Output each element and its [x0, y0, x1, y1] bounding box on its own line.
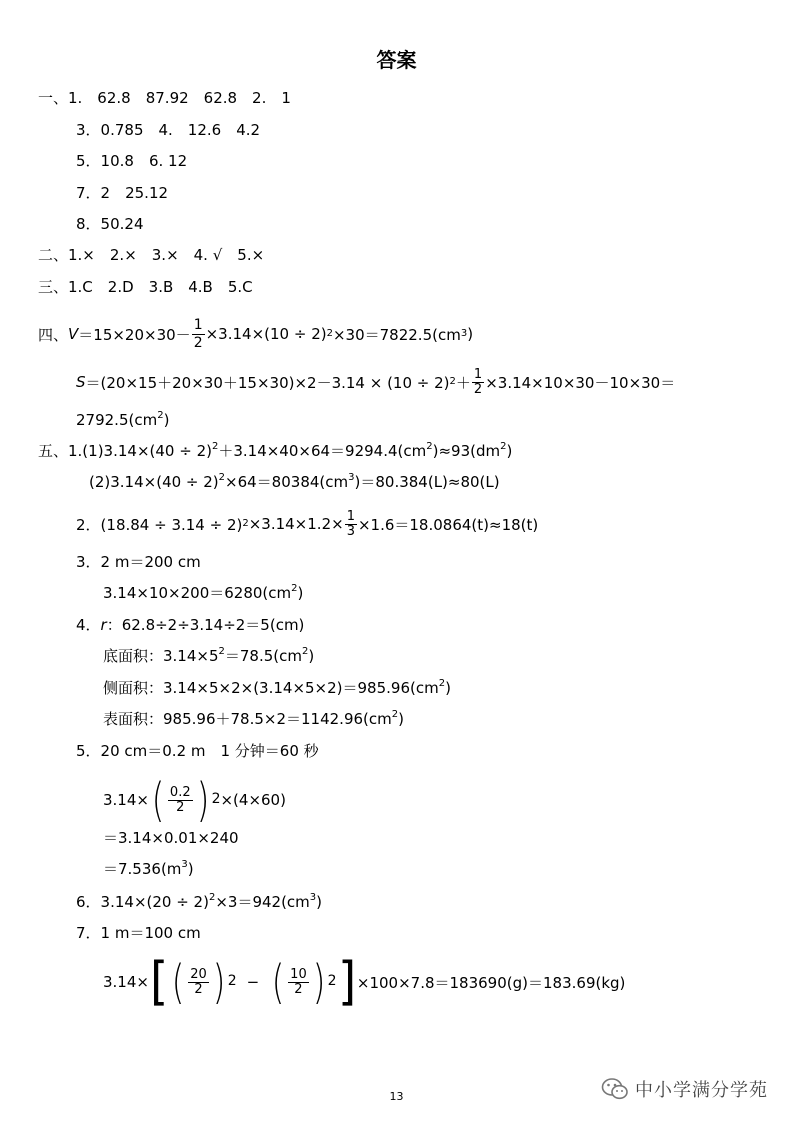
q5-close-paren: ): [196, 773, 209, 827]
q5-fraction: [168, 786, 193, 815]
q1a-exp: 2: [211, 441, 219, 452]
sec5-q4-line4: [103, 709, 404, 729]
q2-frac-den: 3: [346, 523, 355, 539]
q3-exp: 2: [291, 583, 298, 594]
q1a-d: ): [506, 442, 513, 460]
sec1-line4: 7．2 25.12: [76, 184, 169, 202]
q7-frac1-num: 20: [190, 966, 207, 982]
q7-close-bracket: ]: [337, 952, 356, 1012]
q7-l2a: 3.14×: [103, 973, 149, 991]
q7-fraction2: [288, 968, 309, 997]
q4-l2exp2: 2: [302, 646, 309, 657]
surface-result-a: 2792.5(cm: [76, 411, 158, 429]
volume-c: ×30＝7822.5(cm: [332, 325, 461, 344]
sec3-line: 三、1.C 2.D 3.B 4.B 5.C: [38, 278, 253, 296]
sec4-surface-line: S ＝(20×15＋20×30＋15×30)×2－3.14 × (10 ÷ 2) 2 ＋ $\frac{1}{2}$ ×3.14×10×30－10×30＝: [76, 366, 676, 397]
sec1-line2: 3．0.785 4. 12.6 4.2: [76, 121, 261, 139]
volume-b: ×3.14×(10 ÷ 2): [205, 325, 327, 343]
q6-a: 6．3.14×(20 ÷ 2): [76, 893, 209, 911]
q7-open-paren1: (: [171, 955, 185, 1009]
volume-frac-num: 1: [193, 316, 203, 333]
volume-a: ＝15×20×30－: [78, 325, 191, 344]
volume-var: V: [68, 325, 79, 343]
sec5-q3-line2: [103, 583, 303, 603]
sec5-q1b: [89, 472, 500, 492]
sec5-q3-line1: 3．2 m＝200 cm: [76, 553, 201, 571]
q6-b: ×3＝942(cm: [215, 893, 310, 911]
q5-l2b: ×(4×60): [220, 791, 286, 809]
q7-l2b: ×100×7.8＝183690(g)＝183.69(kg): [356, 973, 626, 992]
q7-open-bracket: [: [149, 952, 169, 1012]
volume-d: ): [467, 325, 474, 343]
q1b-a: (2)3.14×(40 ÷ 2): [89, 473, 219, 491]
volume-fraction: [192, 317, 205, 352]
page-number: 13: [389, 1090, 404, 1103]
sec5-q4-line3: [103, 678, 451, 698]
sec5-q5-line2: [103, 770, 286, 830]
sec1-line5: 8．50.24: [76, 215, 144, 233]
sec5-q5-line4: [103, 859, 194, 879]
sec4-volume-line: 四、 V ＝15×20×30－ $\frac{1}{2}$ ×3.14×(10 ÷ 2) 2 ×30＝7822.5(cm 3 ): [38, 316, 474, 351]
sec5-q7-line2: [103, 952, 625, 1012]
surface-c: ×3.14×10×30－10×30＝: [485, 373, 676, 392]
q5-frac-den: 2: [176, 799, 185, 815]
sec4-surface-result: [76, 410, 169, 430]
q5-open-paren: (: [151, 773, 165, 827]
sec5-q1a: [38, 441, 512, 461]
q6-c: ): [316, 893, 323, 911]
q5-exp: 2: [211, 791, 221, 807]
page-title: 答案: [376, 48, 417, 72]
surface-fraction: [472, 368, 484, 397]
q4-l3b: ): [445, 679, 451, 697]
q1a-exp2: 2: [426, 441, 433, 452]
q4-l4b: ): [398, 710, 404, 728]
sec2-line: 二、1.× 2.× 3.× 4. √ 5.×: [38, 246, 265, 264]
q7-exp1: 2: [227, 973, 237, 989]
q7-exp2: 2: [327, 973, 337, 989]
q7-open-paren2: (: [271, 955, 285, 1009]
q3-l2a: 3.14×10×200＝6280(cm: [103, 584, 292, 602]
q7-fraction1: [188, 968, 209, 997]
q2-a: 2．(18.84 ÷ 3.14 ÷ 2): [76, 515, 243, 534]
q2-frac-num: 1: [346, 508, 355, 524]
q5-frac-num: 0.2: [169, 784, 191, 800]
sec5-q5-line1: 5．20 cm＝0.2 m 1 分钟＝60 秒: [76, 742, 319, 760]
q4-l3a: 侧面积：3.14×5×2×(3.14×5×2)＝985.96(cm: [103, 679, 439, 697]
surface-b: ＋: [455, 373, 471, 392]
q1a-c: )≈93(dm: [432, 442, 501, 460]
q7-close-paren1: ): [212, 955, 226, 1009]
surface-result-exp: 2: [157, 410, 164, 421]
q6-exp2: 3: [309, 892, 317, 903]
q2-fraction: [345, 510, 357, 539]
q7-frac2-num: 10: [290, 966, 307, 982]
q4-l3exp: 2: [438, 678, 446, 689]
sec5-q7-line1: 7．1 m＝100 cm: [76, 924, 201, 942]
q3-l2b: ): [297, 584, 304, 602]
q1b-b: ×64＝80384(cm: [225, 473, 349, 491]
surface-a: ＝(20×15＋20×30＋15×30)×2－3.14 × (10 ÷ 2): [85, 373, 450, 392]
q4-l1b: ：62.8÷2÷3.14÷2＝5(cm): [106, 616, 305, 634]
surface-frac-den: 2: [473, 381, 483, 397]
sec5-q2: 2．(18.84 ÷ 3.14 ÷ 2) 2 ×3.14×1.2× $\frac{1}{3}$ ×1.6＝18.0864(t)≈18(t): [76, 508, 539, 539]
sec1-line1: 一、1. 62.8 87.92 62.8 2. 1: [38, 89, 291, 107]
q4-l2b: ＝78.5(cm: [224, 647, 303, 665]
q1a-a: 五、1.(1)3.14×(40 ÷ 2): [38, 442, 212, 460]
q1a-b: ＋3.14×40×64＝9294.4(cm: [218, 442, 427, 460]
sec1-line3: 5．10.8 6. 12: [76, 152, 188, 170]
surface-frac-num: 1: [473, 366, 483, 382]
q6-exp: 2: [208, 892, 216, 903]
q4-r-var: r: [100, 616, 107, 634]
q4-l1a: 4．: [76, 616, 101, 634]
q5-l4a: ＝7.536(m: [103, 860, 182, 878]
q4-l2c: ): [308, 647, 315, 665]
q7-minus: −: [246, 973, 260, 991]
q4-l2a: 底面积：3.14×5: [103, 647, 219, 665]
q4-l4a: 表面积：985.96＋78.5×2＝1142.96(cm: [103, 710, 392, 728]
q2-b: ×3.14×1.2×: [248, 515, 344, 533]
q7-frac1-den: 2: [194, 981, 203, 997]
q5-l4b: ): [187, 860, 194, 878]
q4-l4exp: 2: [391, 709, 399, 720]
q1b-exp: 2: [218, 472, 226, 483]
q2-c: ×1.6＝18.0864(t)≈18(t): [357, 515, 539, 534]
volume-frac-den: 2: [193, 334, 203, 351]
wechat-icon: [601, 1077, 629, 1101]
sec5-q4-line1: [76, 615, 304, 635]
sec5-q4-line2: [103, 646, 314, 666]
q1b-exp2: 3: [348, 472, 355, 483]
sec4-prefix: 四、: [38, 325, 69, 344]
q1a-exp3: 2: [500, 441, 507, 452]
q5-l2a: 3.14×: [103, 791, 149, 809]
q5-l4exp: 3: [181, 859, 188, 870]
watermark: [601, 1076, 768, 1102]
sec5-q6: [76, 892, 322, 912]
surface-result-b: ): [163, 411, 170, 429]
q7-frac2-den: 2: [294, 981, 303, 997]
watermark-text: 中小学满分学苑: [635, 1080, 768, 1101]
sec5-q5-line3: ＝3.14×0.01×240: [103, 829, 239, 847]
q7-close-paren2: ): [312, 955, 325, 1009]
q1b-c: )＝80.384(L)≈80(L): [354, 473, 500, 491]
surface-var: S: [76, 373, 86, 391]
q4-l2exp: 2: [218, 646, 225, 657]
